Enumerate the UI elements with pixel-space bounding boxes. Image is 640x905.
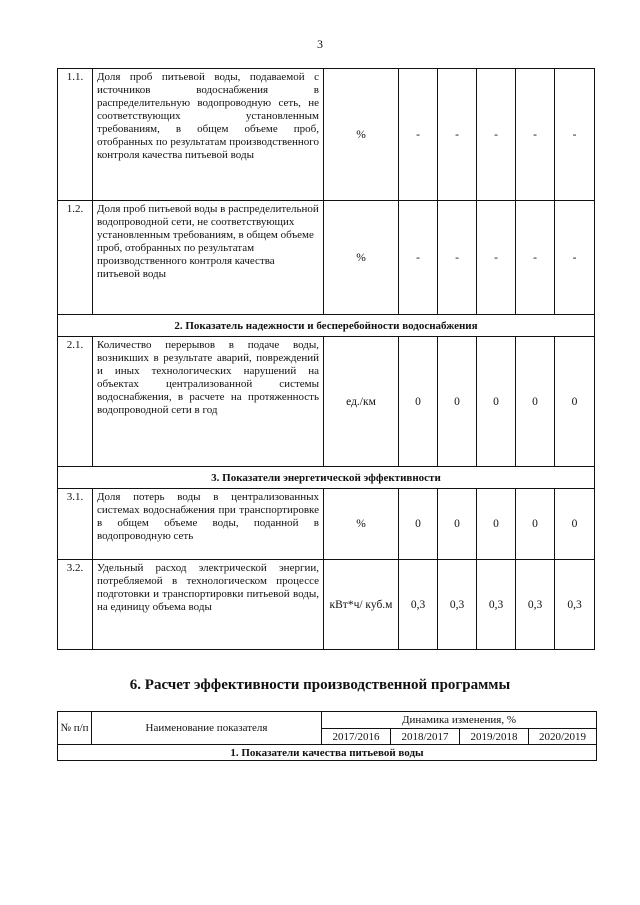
value-cell: 0: [477, 337, 516, 467]
page-number: 3: [317, 37, 323, 51]
value-cell: -: [399, 69, 438, 201]
unit-cell: ед./км: [324, 337, 399, 467]
indicator-description: Доля потерь воды в централизованных системах водоснабжения при транспортировке в общем объеме воды, поданной в водопроводную сеть: [93, 489, 324, 560]
table-row: [58, 201, 595, 315]
value-cell: 0: [555, 337, 595, 467]
indicator-description: Удельный расход электрической энергии, потребляемой в технологическом процессе подготовки и транспортировки питьевой воды, на единицу объема воды: [93, 560, 324, 650]
section-heading: 1. Показатели качества питьевой воды: [58, 745, 597, 761]
value-cell: -: [516, 201, 555, 315]
row-number: 2.1.: [58, 337, 93, 467]
value-cell: 0,3: [477, 560, 516, 650]
value-cell: 0: [516, 489, 555, 560]
name-header: Наименование показателя: [92, 712, 322, 745]
value-cell: -: [438, 201, 477, 315]
table-row: [58, 69, 595, 201]
section-6-heading: 6. Расчет эффективности производственной программы: [129, 677, 511, 693]
section-row: [58, 315, 595, 337]
row-number: 3.1.: [58, 489, 93, 560]
section-row: [58, 745, 597, 761]
value-cell: -: [477, 201, 516, 315]
indicator-description: Доля проб питьевой воды, подаваемой с источников водоснабжения в распределительную водопроводную сеть, не соответствующих установленным требованиям, в общем объеме проб, отобранных по результатам производственного контроля качества питьевой воды: [93, 69, 324, 201]
table-row: [58, 337, 595, 467]
value-cell: 0: [438, 489, 477, 560]
number-header: № п/п: [58, 712, 92, 745]
row-number: 1.1.: [58, 69, 93, 201]
value-cell: -: [555, 201, 595, 315]
efficiency-table: [57, 711, 597, 761]
table-row: [58, 489, 595, 560]
value-cell: 0,3: [399, 560, 438, 650]
value-cell: 0,3: [438, 560, 477, 650]
period-header: 2018/2017: [391, 729, 460, 745]
value-cell: -: [516, 69, 555, 201]
dynamics-header: Динамика изменения, %: [322, 712, 597, 729]
section-row: [58, 467, 595, 489]
unit-cell: %: [324, 201, 399, 315]
value-cell: 0: [555, 489, 595, 560]
value-cell: 0,3: [516, 560, 555, 650]
indicator-description: Доля проб питьевой воды в распределительной водопроводной сети, не соответствующих установленным требованиям, в общем объеме проб, отобранных по результатам производственного контроля качества питьевой воды: [93, 201, 324, 315]
value-cell: -: [477, 69, 516, 201]
row-number: 1.2.: [58, 201, 93, 315]
unit-cell: %: [324, 69, 399, 201]
value-cell: 0: [399, 337, 438, 467]
value-cell: -: [438, 69, 477, 201]
value-cell: 0: [516, 337, 555, 467]
section-heading: 3. Показатели энергетической эффективности: [58, 467, 595, 489]
value-cell: 0,3: [555, 560, 595, 650]
unit-cell: %: [324, 489, 399, 560]
table-header-row: [58, 712, 597, 729]
period-header: 2019/2018: [460, 729, 529, 745]
indicator-description: Количество перерывов в подаче воды, возникших в результате аварий, повреждений и иных технологических нарушений на объектах централизованной системы водоснабжения, в расчете на протяженность водопроводной сети в год: [93, 337, 324, 467]
indicators-table: [57, 68, 595, 650]
row-number: 3.2.: [58, 560, 93, 650]
unit-cell: кВт*ч/ куб.м: [324, 560, 399, 650]
value-cell: 0: [477, 489, 516, 560]
table-row: [58, 560, 595, 650]
section-heading: 2. Показатель надежности и бесперебойности водоснабжения: [58, 315, 595, 337]
value-cell: -: [555, 69, 595, 201]
period-header: 2020/2019: [529, 729, 597, 745]
value-cell: -: [399, 201, 438, 315]
value-cell: 0: [438, 337, 477, 467]
period-header: 2017/2016: [322, 729, 391, 745]
value-cell: 0: [399, 489, 438, 560]
